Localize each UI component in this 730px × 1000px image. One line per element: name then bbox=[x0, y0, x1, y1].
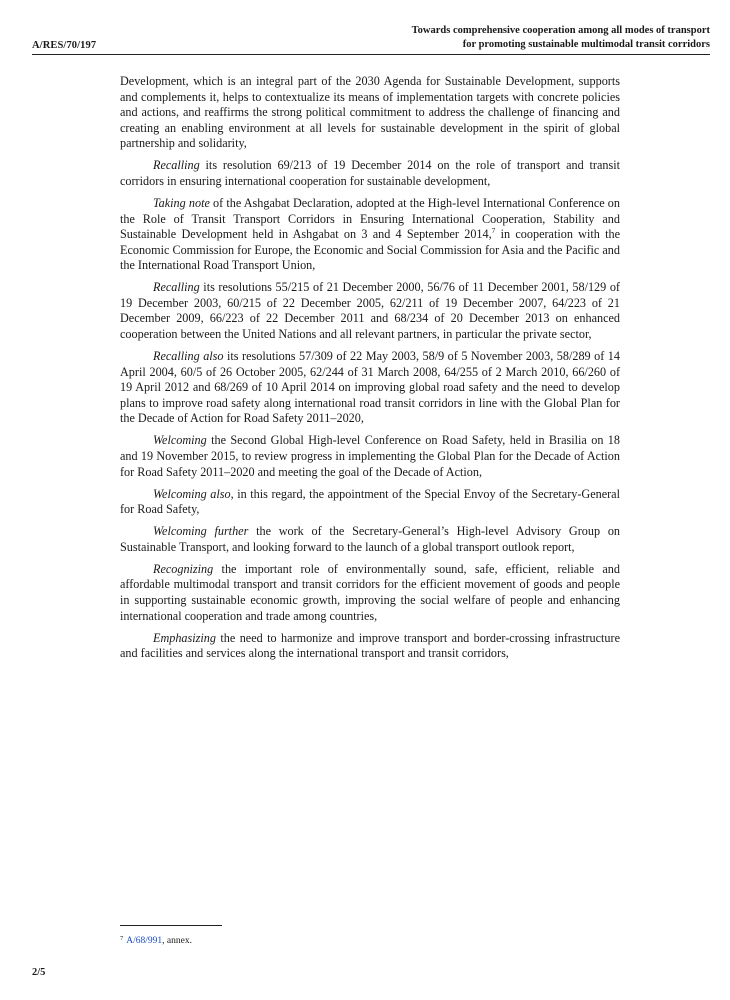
paragraph-lead: Emphasizing bbox=[153, 630, 216, 645]
paragraph-lead: Taking note bbox=[153, 195, 210, 210]
footnote-text: , annex. bbox=[162, 936, 192, 946]
paragraph-emphasizing bbox=[120, 631, 620, 662]
footnote-marker: 7 bbox=[120, 935, 124, 942]
paragraph-text: its resolutions 57/309 of 22 May 2003, 58/9 of 5 November 2003, 58/289 of 14 April 2004, 60/5 of 26 October 2005, 62/244 of 31 March 2008, 64/255 of 2 March 2010, 66/260 of 19 April 2012 and 68/269 of 10 April 2014 on improving global road safety and the need to develop plans to improve road safety along international road transit corridors in line with the Global Plan for the Decade of Action for Road Safety 2011–2020, bbox=[120, 349, 620, 426]
paragraph-text: its resolution 69/213 of 19 December 2014 on the role of transport and transit corridors in ensuring international cooperation for sustainable development, bbox=[120, 158, 620, 188]
footnote-link[interactable]: A/68/991 bbox=[126, 936, 163, 946]
resolution-body bbox=[120, 74, 620, 668]
document-symbol: A/RES/70/197 bbox=[32, 40, 97, 51]
paragraph-text-continued: in cooperation with the Economic Commission for Europe, the Economic and Social Commission for Asia and the Pacific and the International Road Transport Union, bbox=[120, 227, 620, 273]
paragraph-recognizing bbox=[120, 562, 620, 624]
footnote bbox=[120, 935, 192, 947]
paragraph-text: its resolutions 55/215 of 21 December 2000, 56/76 of 11 December 2001, 58/129 of 19 December 2003, 60/215 of 22 December 2005, 62/211 of 19 December 2007, 64/223 of 21 December 2009, 66/223 of 22 December 2011 and 68/234 of 20 December 2013 on enhanced cooperation between the United Nations and all relevant partners, in particular the private sector, bbox=[120, 280, 620, 342]
paragraph-text: the work of the Secretary-General’s High-level Advisory Group on Sustainable Transport, and looking forward to the launch of a global transport outlook report, bbox=[120, 524, 621, 554]
paragraph-lead: Recalling bbox=[153, 158, 200, 173]
running-title-line-1: Towards comprehensive cooperation among all modes of transport bbox=[411, 25, 710, 36]
paragraph-lead: Recalling bbox=[153, 280, 200, 295]
paragraph-text: , in this regard, the appointment of the Special Envoy of the Secretary-General for Road Safety, bbox=[120, 486, 620, 517]
paragraph-text: the Second Global High-level Conference on Road Safety, held in Brasilia on 18 and 19 November 2015, to review progress in implementing the Global Plan for the Decade of Action for Road Safety 2011–2020 and meeting the goal of the Decade of Action, bbox=[120, 433, 620, 479]
page-number: 2/5 bbox=[32, 967, 46, 978]
paragraph-continued bbox=[120, 74, 620, 152]
paragraph-lead: Welcoming also bbox=[153, 486, 231, 501]
running-title-line-2: for promoting sustainable multimodal transit corridors bbox=[462, 38, 710, 50]
paragraph-lead: Recognizing bbox=[153, 561, 214, 576]
paragraph-text: of the Ashgabat Declaration, adopted at the High-level International Conference on the Role of Transit Transport Corridors in Ensuring International Cooperation, Stability and Sustainable Development held in Ashgabat on 3 and 4 September 2014, bbox=[120, 195, 620, 242]
paragraph-welcoming-also bbox=[120, 487, 620, 518]
paragraph-recalling bbox=[120, 158, 620, 189]
paragraph-recalling-resolutions bbox=[120, 280, 620, 342]
paragraph-recalling-also bbox=[120, 349, 620, 427]
paragraph-lead: Welcoming bbox=[153, 433, 207, 448]
paragraph-welcoming bbox=[120, 433, 620, 480]
running-title bbox=[412, 24, 710, 51]
footnote-reference[interactable]: 7 bbox=[491, 226, 496, 236]
paragraph-text: the important role of environmentally sound, safe, efficient, reliable and affordable multimodal transport and transit corridors for the efficient movement of goods and people in supporting sustainable economic growth, improving the social welfare of people and enhancing international cooperation and trade among countries, bbox=[120, 561, 620, 623]
paragraph-text: Development, which is an integral part of the 2030 Agenda for Sustainable Development, supports and complements it, helps to contextualize its means of implementation targets with concrete policies and actions, and reaffirms the strong political commitment to address the challenge of financing and creating an enabling environment at all levels for sustainable development in the spirit of global partnership and solidarity, bbox=[120, 74, 620, 151]
paragraph-text: the need to harmonize and improve transport and border-crossing infrastructure and facilities and services along the international transport and transit corridors, bbox=[120, 630, 620, 661]
paragraph-taking-note bbox=[120, 196, 620, 274]
paragraph-lead: Welcoming further bbox=[153, 524, 249, 539]
footnote-separator bbox=[120, 925, 222, 926]
page-header bbox=[32, 22, 710, 55]
paragraph-welcoming-further bbox=[120, 524, 620, 555]
paragraph-lead: Recalling also bbox=[153, 349, 224, 364]
